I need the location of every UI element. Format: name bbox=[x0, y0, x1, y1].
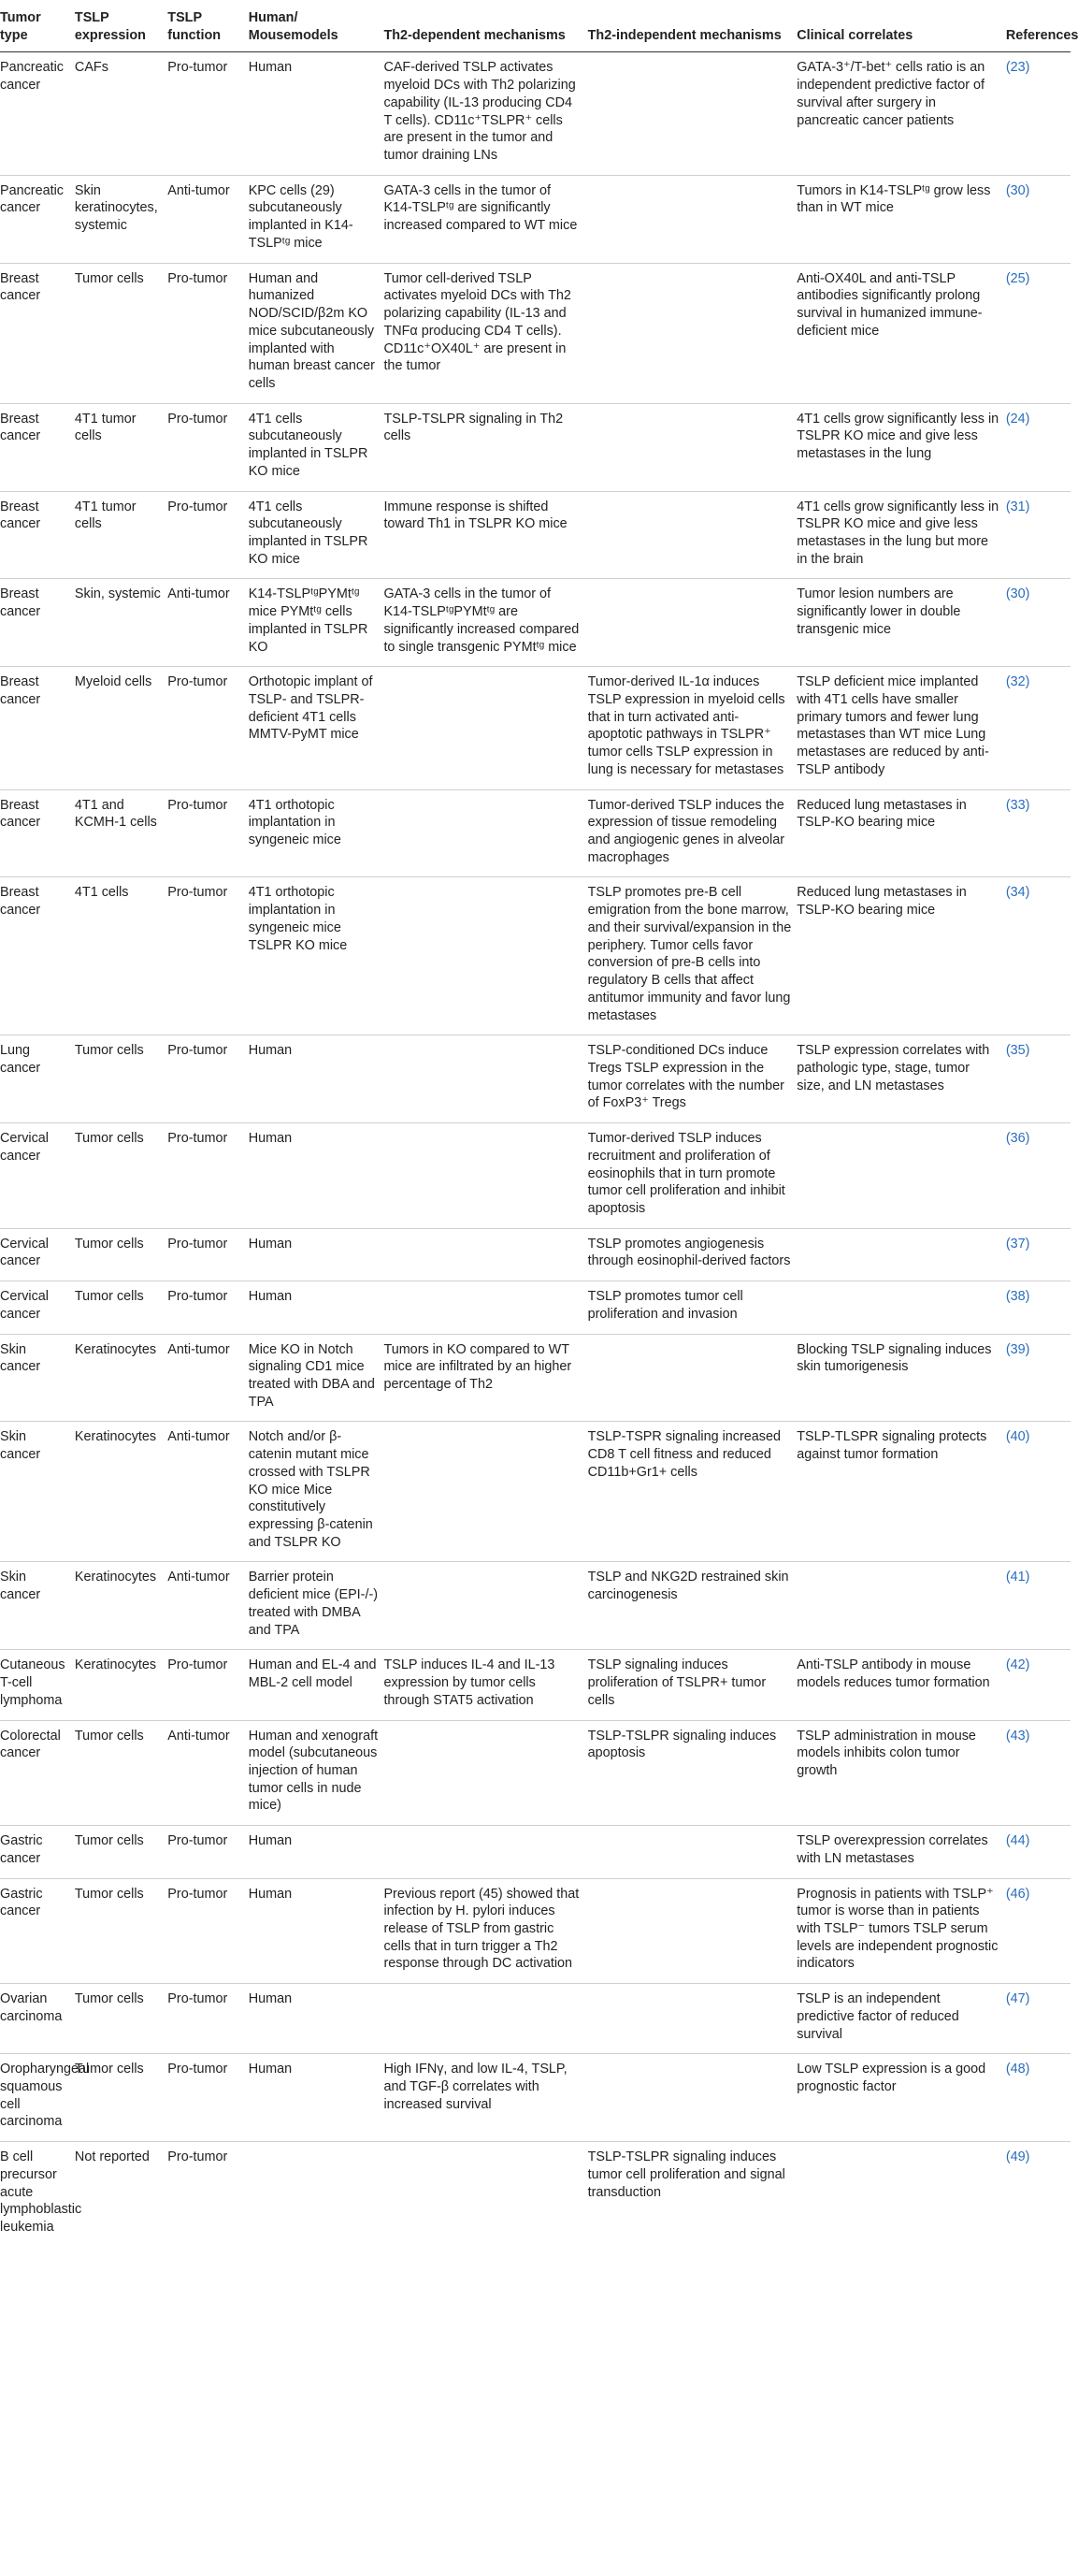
cell-th2-independent: TSLP promotes pre-B cell emigration from the bone marrow, and their survival/expansion in the periphery. Tumor cells favor conversion of pre-B cells into regulatory B cells that affect antitumor immunity and favor lung metastases bbox=[588, 877, 798, 1035]
cell-clinical: Anti-OX40L and anti-TSLP antibodies significantly prolong survival in humanized immune-deficient mice bbox=[797, 263, 1006, 403]
cell-tslp-function: Anti-tumor bbox=[167, 1422, 248, 1562]
cell-tslp-function: Pro-tumor bbox=[167, 1281, 248, 1334]
cell-reference[interactable]: (42) bbox=[1006, 1650, 1071, 1720]
cell-tumor-type: Skin cancer bbox=[0, 1562, 75, 1650]
cell-reference[interactable]: (38) bbox=[1006, 1281, 1071, 1334]
cell-th2-dependent bbox=[383, 1228, 587, 1281]
cell-th2-independent bbox=[588, 403, 798, 491]
cell-tslp-expression: Tumor cells bbox=[75, 1826, 167, 1878]
table-row bbox=[0, 1228, 1071, 1281]
cell-th2-dependent bbox=[383, 2142, 587, 2247]
cell-models: 4T1 cells subcutaneously implanted in TSLPR KO mice bbox=[249, 403, 384, 491]
cell-tslp-expression: Keratinocytes bbox=[75, 1422, 167, 1562]
cell-reference[interactable]: (36) bbox=[1006, 1123, 1071, 1229]
cell-tumor-type: Cutaneous T-cell lymphoma bbox=[0, 1650, 75, 1720]
cell-th2-dependent bbox=[383, 1984, 587, 2054]
cell-models: Human bbox=[249, 1123, 384, 1229]
header-clinical: Clinical correlates bbox=[797, 0, 1006, 52]
cell-clinical: Blocking TSLP signaling induces skin tumorigenesis bbox=[797, 1334, 1006, 1422]
cell-reference[interactable]: (49) bbox=[1005, 2149, 1030, 2165]
cell-tumor-type: Breast cancer bbox=[0, 579, 75, 667]
cell-th2-independent bbox=[588, 263, 798, 403]
table-row bbox=[0, 1878, 1071, 1984]
cell-th2-independent: TSLP-TSLPR signaling induces apoptosis bbox=[588, 1720, 798, 1826]
cell-models: Human and xenograft model (subcutaneous injection of human tumor cells in nude mice) bbox=[249, 1720, 384, 1826]
cell-th2-dependent bbox=[383, 1123, 587, 1229]
cell-tslp-function: Pro-tumor bbox=[167, 877, 248, 1035]
cell-tslp-function: Anti-tumor bbox=[167, 579, 248, 667]
cell-th2-dependent bbox=[383, 667, 587, 789]
header-tslp-function: TSLP function bbox=[167, 0, 248, 52]
cell-tumor-type: Breast cancer bbox=[0, 667, 75, 789]
cell-clinical: Tumor lesion numbers are significantly lower in double transgenic mice bbox=[797, 579, 1006, 667]
cell-reference[interactable]: (39) bbox=[1006, 1334, 1071, 1422]
cell-tumor-type: Lung cancer bbox=[0, 1035, 75, 1123]
cell-tslp-expression: Tumor cells bbox=[75, 1228, 167, 1281]
cell-tslp-expression: 4T1 tumor cells bbox=[75, 403, 167, 491]
cell-th2-dependent bbox=[383, 1281, 587, 1334]
cell-th2-independent: TSLP-conditioned DCs induce Tregs TSLP expression in the tumor correlates with the number of FoxP3⁺ Tregs bbox=[588, 1035, 798, 1123]
cell-tslp-expression: Keratinocytes bbox=[75, 1334, 167, 1422]
cell-models: KPC cells (29) subcutaneously implanted in K14-TSLPᵗᵍ mice bbox=[249, 175, 384, 263]
cell-th2-dependent: GATA-3 cells in the tumor of K14-TSLPᵗᵍ are significantly increased compared to WT mice bbox=[383, 175, 587, 263]
cell-th2-dependent: Tumors in KO compared to WT mice are infiltrated by an higher percentage of Th2 bbox=[383, 1334, 587, 1422]
cell-clinical: Prognosis in patients with TSLP⁺ tumor is worse than in patients with TSLP⁻ tumors TSLP serum levels are independent prognostic indicators bbox=[797, 1878, 1006, 1984]
cell-clinical: Anti-TSLP antibody in mouse models reduces tumor formation bbox=[797, 1650, 1006, 1720]
cell-models: Human bbox=[249, 52, 384, 175]
cell-tslp-function: Pro-tumor bbox=[167, 52, 248, 175]
cell-tumor-type: Cervical cancer bbox=[0, 1123, 75, 1229]
cell-models: 4T1 cells subcutaneously implanted in TSLPR KO mice bbox=[249, 491, 384, 579]
cell-tslp-function: Pro-tumor bbox=[167, 2149, 228, 2165]
cell-reference[interactable]: (23) bbox=[1006, 52, 1071, 175]
cell-tumor-type: Ovarian carcinoma bbox=[0, 1984, 75, 2054]
cell-models: Mice KO in Notch signaling CD1 mice treated with DBA and TPA bbox=[249, 1334, 384, 1422]
cell-tslp-expression: Keratinocytes bbox=[75, 1650, 167, 1720]
cell-th2-independent bbox=[588, 1334, 798, 1422]
cell-models: Barrier protein deficient mice (EPI-/-) treated with DMBA and TPA bbox=[249, 1562, 384, 1650]
cell-tslp-function: Pro-tumor bbox=[167, 263, 248, 403]
cell-tumor-type: Pancreatic cancer bbox=[0, 175, 75, 263]
table-row bbox=[0, 263, 1071, 403]
cell-th2-independent bbox=[588, 491, 798, 579]
cell-models: Human and EL-4 and MBL-2 cell model bbox=[249, 1650, 384, 1720]
cell-models: Human bbox=[249, 1228, 384, 1281]
cell-tumor-type: Gastric cancer bbox=[0, 1826, 75, 1878]
cell-th2-dependent bbox=[383, 1035, 587, 1123]
cell-reference[interactable]: (43) bbox=[1006, 1720, 1071, 1826]
cell-models: Human bbox=[249, 1984, 384, 2054]
cell-tumor-type: Breast cancer bbox=[0, 877, 75, 1035]
cell-tslp-expression: Skin keratinocytes, systemic bbox=[75, 175, 167, 263]
cell-tslp-expression: Tumor cells bbox=[75, 1878, 167, 1984]
cell-tslp-function: Pro-tumor bbox=[167, 1650, 248, 1720]
header-models: Human/ Mousemodels bbox=[249, 0, 384, 52]
cell-reference[interactable]: (31) bbox=[1006, 491, 1071, 579]
cell-tslp-expression: Tumor cells bbox=[75, 1984, 167, 2054]
cell-reference[interactable]: (24) bbox=[1006, 403, 1071, 491]
cell-th2-independent bbox=[588, 1826, 798, 1878]
cell-th2-independent: TSLP promotes tumor cell proliferation and invasion bbox=[588, 1281, 798, 1334]
cell-clinical: Reduced lung metastases in TSLP-KO bearing mice bbox=[797, 789, 1006, 877]
cell-th2-independent bbox=[588, 1878, 798, 1984]
cell-th2-dependent bbox=[383, 1720, 587, 1826]
cell-models: Human bbox=[249, 1878, 384, 1984]
table-row bbox=[0, 175, 1071, 263]
cell-tslp-expression: Tumor cells bbox=[75, 1035, 167, 1123]
cell-tslp-function: Pro-tumor bbox=[167, 789, 248, 877]
cell-th2-dependent: Tumor cell-derived TSLP activates myeloid DCs with Th2 polarizing capability (IL-13 and TNFα producing CD4 T cells). CD11c⁺OX40L⁺ are present in the tumor bbox=[383, 263, 587, 403]
cell-reference[interactable]: (48) bbox=[1006, 2054, 1071, 2142]
table-row bbox=[0, 789, 1071, 877]
cell-reference[interactable]: (25) bbox=[1006, 263, 1071, 403]
cell-th2-dependent bbox=[383, 877, 587, 1035]
cell-th2-independent bbox=[588, 579, 798, 667]
cell-th2-dependent: TSLP induces IL-4 and IL-13 expression by tumor cells through STAT5 activation bbox=[383, 1650, 587, 1720]
cell-clinical: TSLP expression correlates with pathologic type, stage, tumor size, and LN metastases bbox=[797, 1035, 1006, 1123]
cell-models: Notch and/or β-catenin mutant mice crossed with TSLPR KO mice Mice constitutively expressing β-catenin and TSLPR KO bbox=[249, 1422, 384, 1562]
cell-clinical bbox=[797, 1123, 1006, 1229]
cell-models: Orthotopic implant of TSLP- and TSLPR-deficient 4T1 cells MMTV-PyMT mice bbox=[249, 667, 384, 789]
table-row bbox=[0, 2054, 1071, 2142]
cell-tumor-type: B cell precursor acute lymphoblastic leukemia bbox=[0, 2149, 82, 2236]
cell-tslp-expression: Tumor cells bbox=[75, 1720, 167, 1826]
header-tslp-expression: TSLP expression bbox=[75, 0, 167, 52]
table-row bbox=[0, 2142, 1071, 2247]
cell-tslp-function: Pro-tumor bbox=[167, 1826, 248, 1878]
cell-reference[interactable]: (34) bbox=[1006, 877, 1071, 1035]
cell-th2-independent: TSLP signaling induces proliferation of TSLPR+ tumor cells bbox=[588, 1650, 798, 1720]
cell-tslp-function: Pro-tumor bbox=[167, 667, 248, 789]
cell-tslp-function: Pro-tumor bbox=[167, 1878, 248, 1984]
cell-clinical: Low TSLP expression is a good prognostic factor bbox=[797, 2054, 1006, 2142]
cell-clinical: 4T1 cells grow significantly less in TSLPR KO mice and give less metastases in the lung bbox=[797, 403, 1006, 491]
cell-clinical: GATA-3⁺/T-bet⁺ cells ratio is an independent predictive factor of survival after surgery in pancreatic cancer patients bbox=[797, 52, 1006, 175]
cell-clinical: Reduced lung metastases in TSLP-KO bearing mice bbox=[797, 877, 1006, 1035]
table-row bbox=[0, 1984, 1071, 2054]
table-row bbox=[0, 1826, 1071, 1878]
header-th2-independent: Th2-independent mechanisms bbox=[588, 0, 798, 52]
cell-clinical: TSLP is an independent predictive factor of reduced survival bbox=[797, 1984, 1006, 2054]
cell-tslp-expression: Myeloid cells bbox=[75, 667, 167, 789]
cell-models: K14-TSLPᵗᵍPYMtᵗᵍ mice PYMtᵗᵍ cells implanted in TSLPR KO bbox=[249, 579, 384, 667]
cell-clinical bbox=[797, 1562, 1006, 1650]
cell-models bbox=[249, 2142, 384, 2247]
cell-tumor-type: Colorectal cancer bbox=[0, 1720, 75, 1826]
cell-tslp-function: Pro-tumor bbox=[167, 1984, 248, 2054]
cell-reference[interactable]: (30) bbox=[1006, 175, 1071, 263]
cell-reference[interactable]: (37) bbox=[1006, 1228, 1071, 1281]
cell-th2-dependent: GATA-3 cells in the tumor of K14-TSLPᵗᵍPYMtᵗᵍ are significantly increased compared to single transgenic PYMtᵗᵍ mice bbox=[383, 579, 587, 667]
cell-tslp-expression: 4T1 tumor cells bbox=[75, 491, 167, 579]
cell-tumor-type: Breast cancer bbox=[0, 491, 75, 579]
cell-tumor-type: Cervical cancer bbox=[0, 1281, 75, 1334]
table-row bbox=[0, 403, 1071, 491]
cell-th2-independent bbox=[588, 175, 798, 263]
cell-reference[interactable]: (32) bbox=[1006, 667, 1071, 789]
cell-tslp-function: Pro-tumor bbox=[167, 1035, 248, 1123]
table-row bbox=[0, 1650, 1071, 1720]
table-row bbox=[0, 667, 1071, 789]
table-body bbox=[0, 52, 1071, 2247]
cell-clinical bbox=[797, 1281, 1006, 1334]
cell-tumor-type: Oropharyngeal squamous cell carcinoma bbox=[0, 2054, 75, 2142]
cell-th2-dependent bbox=[383, 1826, 587, 1878]
cell-tslp-expression: Tumor cells bbox=[75, 1123, 167, 1229]
cell-th2-independent: TSLP promotes angiogenesis through eosinophil-derived factors bbox=[588, 1228, 798, 1281]
table-row bbox=[0, 491, 1071, 579]
cell-tslp-function: Anti-tumor bbox=[167, 1334, 248, 1422]
cell-clinical bbox=[797, 2142, 1006, 2247]
header-tumor-type: Tumor type bbox=[0, 0, 75, 52]
cell-tslp-expression: Tumor cells bbox=[75, 2054, 167, 2142]
table-row bbox=[0, 1035, 1071, 1123]
cell-th2-dependent bbox=[383, 1562, 587, 1650]
table-row bbox=[0, 1422, 1071, 1562]
table-row bbox=[0, 1123, 1071, 1229]
cell-models: 4T1 orthotopic implantation in syngeneic mice bbox=[249, 789, 384, 877]
table-row bbox=[0, 579, 1071, 667]
cell-th2-independent: TSLP-TSLPR signaling induces tumor cell proliferation and signal transduction bbox=[587, 2149, 785, 2200]
cell-tslp-function: Pro-tumor bbox=[167, 403, 248, 491]
cell-tslp-expression: CAFs bbox=[75, 52, 167, 175]
table-row bbox=[0, 877, 1071, 1035]
cell-tumor-type: Breast cancer bbox=[0, 403, 75, 491]
cell-th2-independent: TSLP-TSPR signaling increased CD8 T cell fitness and reduced CD11b+Gr1+ cells bbox=[588, 1422, 798, 1562]
header-th2-dependent: Th2-dependent mechanisms bbox=[383, 0, 587, 52]
cell-clinical bbox=[797, 1228, 1006, 1281]
cell-models: Human bbox=[249, 1035, 384, 1123]
cell-clinical: 4T1 cells grow significantly less in TSLPR KO mice and give less metastases in the lung but more in the brain bbox=[797, 491, 1006, 579]
cell-th2-independent bbox=[588, 1984, 798, 2054]
cell-tumor-type: Cervical cancer bbox=[0, 1228, 75, 1281]
table-row bbox=[0, 1281, 1071, 1334]
cell-tslp-function: Pro-tumor bbox=[167, 1123, 248, 1229]
cell-tslp-expression: Keratinocytes bbox=[75, 1562, 167, 1650]
cell-reference[interactable]: (33) bbox=[1006, 789, 1071, 877]
cell-th2-independent: TSLP and NKG2D restrained skin carcinogenesis bbox=[588, 1562, 798, 1650]
cell-models: Human bbox=[249, 2054, 384, 2142]
cell-reference[interactable]: (46) bbox=[1006, 1878, 1071, 1984]
cell-reference[interactable]: (41) bbox=[1006, 1562, 1071, 1650]
cell-tumor-type: Skin cancer bbox=[0, 1422, 75, 1562]
header-references: References bbox=[1006, 0, 1071, 52]
cell-reference[interactable]: (35) bbox=[1006, 1035, 1071, 1123]
cell-tumor-type: Breast cancer bbox=[0, 263, 75, 403]
cell-clinical: TSLP administration in mouse models inhibits colon tumor growth bbox=[797, 1720, 1006, 1826]
cell-th2-dependent bbox=[383, 789, 587, 877]
cell-tslp-function: Anti-tumor bbox=[167, 175, 248, 263]
cell-th2-independent bbox=[588, 52, 798, 175]
cell-models: Human and humanized NOD/SCID/β2m KO mice subcutaneously implanted with human breast cancer cells bbox=[249, 263, 384, 403]
cell-th2-dependent: High IFNγ, and low IL-4, TSLP, and TGF-β correlates with increased survival bbox=[383, 2054, 587, 2142]
table-row bbox=[0, 1334, 1071, 1422]
cell-th2-independent: Tumor-derived IL-1α induces TSLP expression in myeloid cells that in turn activated anti-apoptotic pathways in TSLPR⁺ tumor cells TSLP expression in lung is necessary for metastases bbox=[588, 667, 798, 789]
cell-tumor-type: Skin cancer bbox=[0, 1334, 75, 1422]
cell-tslp-expression: Skin, systemic bbox=[75, 579, 167, 667]
cell-models: 4T1 orthotopic implantation in syngeneic mice TSLPR KO mice bbox=[249, 877, 384, 1035]
cell-models: Human bbox=[249, 1826, 384, 1878]
cell-tumor-type: Gastric cancer bbox=[0, 1878, 75, 1984]
cell-th2-dependent: TSLP-TSLPR signaling in Th2 cells bbox=[383, 403, 587, 491]
cell-clinical: Tumors in K14-TSLPᵗᵍ grow less than in WT mice bbox=[797, 175, 1006, 263]
cell-tslp-expression: Tumor cells bbox=[75, 1281, 167, 1334]
cell-tslp-expression: 4T1 cells bbox=[75, 877, 167, 1035]
cell-models: Human bbox=[249, 1281, 384, 1334]
cell-reference[interactable]: (47) bbox=[1006, 1984, 1071, 2054]
cell-th2-dependent bbox=[383, 1422, 587, 1562]
cell-clinical: TSLP deficient mice implanted with 4T1 cells have smaller primary tumors and fewer lung metastases than WT mice Lung metastases are reduced by anti-TSLP antibody bbox=[797, 667, 1006, 789]
table-row bbox=[0, 1562, 1071, 1650]
cell-clinical: TSLP overexpression correlates with LN metastases bbox=[797, 1826, 1006, 1878]
table-row bbox=[0, 52, 1071, 175]
cell-th2-dependent: Previous report (45) showed that infection by H. pylori induces release of TSLP from gastric cells that in turn trigger a Th2 response through DC activation bbox=[383, 1878, 587, 1984]
cell-tslp-function: Anti-tumor bbox=[167, 1720, 248, 1826]
table-row bbox=[0, 1720, 1071, 1826]
cell-tslp-function: Pro-tumor bbox=[167, 491, 248, 579]
cell-tslp-function: Pro-tumor bbox=[167, 2054, 248, 2142]
cell-th2-independent bbox=[588, 2054, 798, 2142]
cell-th2-independent: Tumor-derived TSLP induces the expression of tissue remodeling and angiogenic genes in alveolar macrophages bbox=[588, 789, 798, 877]
cell-th2-dependent: Immune response is shifted toward Th1 in TSLPR KO mice bbox=[383, 491, 587, 579]
cell-tslp-function: Anti-tumor bbox=[167, 1562, 248, 1650]
cell-tslp-expression: Not reported bbox=[74, 2149, 150, 2165]
cell-reference[interactable]: (30) bbox=[1006, 579, 1071, 667]
cell-reference[interactable]: (40) bbox=[1006, 1422, 1071, 1562]
cell-th2-dependent: CAF-derived TSLP activates myeloid DCs with Th2 polarizing capability (IL-13 producing CD4 T cells). CD11c⁺TSLPR⁺ cells are present in the tumor and tumor draining LNs bbox=[383, 52, 587, 175]
cell-reference[interactable]: (44) bbox=[1006, 1826, 1071, 1878]
cell-clinical: TSLP-TLSPR signaling protects against tumor formation bbox=[797, 1422, 1006, 1562]
header-row bbox=[0, 0, 1071, 52]
cell-tslp-expression: Tumor cells bbox=[75, 263, 167, 403]
cell-tslp-function: Pro-tumor bbox=[167, 1228, 248, 1281]
cell-th2-independent: Tumor-derived TSLP induces recruitment and proliferation of eosinophils that in turn promote tumor cell proliferation and inhibit apoptosis bbox=[588, 1123, 798, 1229]
cell-tumor-type: Breast cancer bbox=[0, 789, 75, 877]
cell-tslp-expression: 4T1 and KCMH-1 cells bbox=[75, 789, 167, 877]
cell-tumor-type: Pancreatic cancer bbox=[0, 52, 75, 175]
